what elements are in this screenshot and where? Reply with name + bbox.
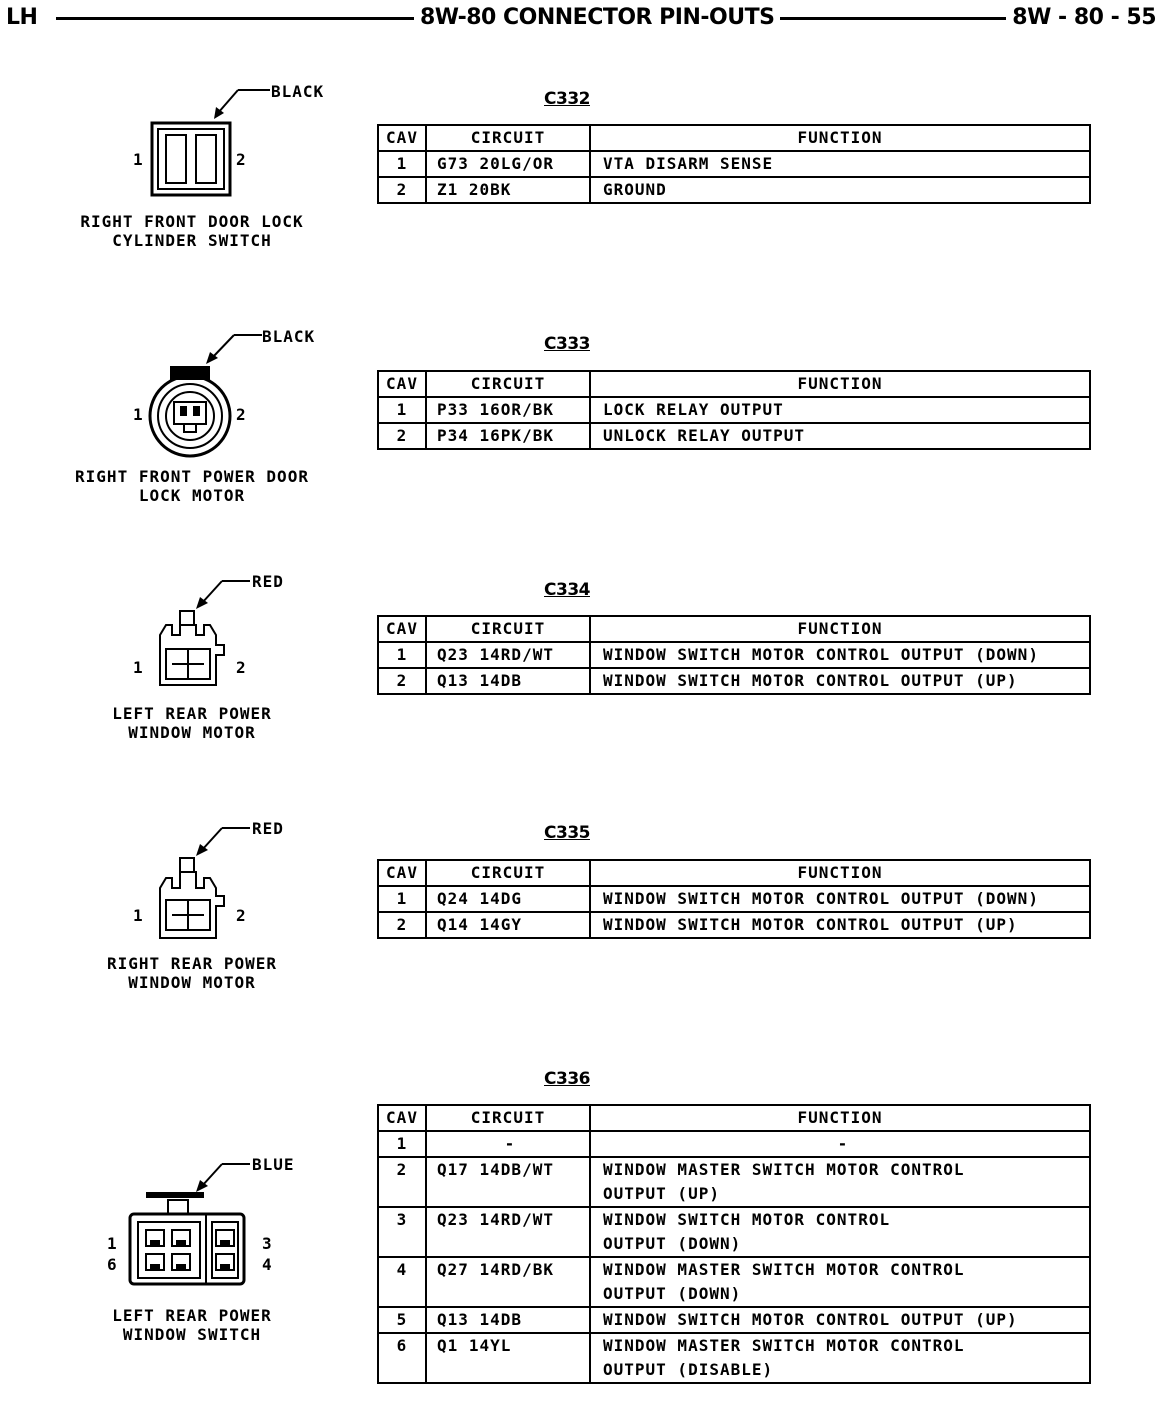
function-cell	[590, 1257, 1090, 1307]
col-function: FUNCTION	[590, 1105, 1090, 1131]
cav-cell: 2	[378, 668, 426, 694]
cav-cell: 1	[378, 642, 426, 668]
connector-color: RED	[252, 572, 284, 591]
table-row	[378, 642, 1090, 668]
function-cell: -	[590, 1131, 1090, 1157]
function-cell: VTA DISARM SENSE	[590, 151, 1090, 177]
col-circuit: CIRCUIT	[426, 371, 590, 397]
cav-cell: 2	[378, 423, 426, 449]
connector-id: C332	[544, 89, 590, 109]
caption-line: RIGHT FRONT DOOR LOCK	[80, 212, 304, 231]
connector-caption	[42, 1306, 342, 1344]
circuit-cell: Q17 14DB/WT	[426, 1157, 590, 1207]
connector-drawing	[140, 330, 270, 455]
function-line: OUTPUT (UP)	[603, 1184, 720, 1203]
page-number: 8W - 80 - 55	[1006, 4, 1156, 32]
table-row	[378, 1157, 1090, 1207]
circuit-cell: Q13 14DB	[426, 668, 590, 694]
pin-label: 2	[236, 658, 246, 677]
table-row	[378, 397, 1090, 423]
caption-line: RIGHT FRONT POWER DOOR	[75, 467, 309, 486]
function-cell: LOCK RELAY OUTPUT	[590, 397, 1090, 423]
table-row	[378, 177, 1090, 203]
connector-color: BLUE	[252, 1155, 295, 1174]
connector-drawing	[130, 85, 270, 200]
connector-id: C333	[544, 334, 590, 354]
pin-label: 1	[133, 150, 143, 169]
caption-line: LOCK MOTOR	[138, 486, 246, 505]
function-cell: WINDOW SWITCH MOTOR CONTROL OUTPUT (UP)	[590, 912, 1090, 938]
caption-line: WINDOW MOTOR	[128, 973, 256, 992]
table-row	[378, 1257, 1090, 1307]
table-row	[378, 886, 1090, 912]
pin-label: 4	[262, 1255, 272, 1274]
caption-line: WINDOW SWITCH	[122, 1325, 262, 1344]
cav-cell: 5	[378, 1307, 426, 1333]
pin-label: 3	[262, 1234, 272, 1253]
connector-caption	[42, 467, 342, 505]
col-function: FUNCTION	[590, 371, 1090, 397]
cav-cell: 3	[378, 1207, 426, 1257]
function-cell: WINDOW SWITCH MOTOR CONTROL OUTPUT (UP)	[590, 668, 1090, 694]
function-line: WINDOW SWITCH MOTOR CONTROL	[603, 1210, 891, 1229]
pin-label: 2	[236, 405, 246, 424]
connector-id: C334	[544, 580, 590, 600]
pinout-table	[377, 124, 1091, 204]
col-circuit: CIRCUIT	[426, 1105, 590, 1131]
page-title: 8W-80 CONNECTOR PIN-OUTS	[414, 4, 780, 32]
circuit-cell: Q14 14GY	[426, 912, 590, 938]
pinout-table	[377, 615, 1091, 695]
caption-line: LEFT REAR POWER	[112, 1306, 272, 1325]
header-rule	[752, 17, 1022, 20]
function-line: OUTPUT (DISABLE)	[603, 1360, 774, 1379]
col-circuit: CIRCUIT	[426, 860, 590, 886]
function-line: OUTPUT (DOWN)	[603, 1234, 742, 1253]
col-circuit: CIRCUIT	[426, 125, 590, 151]
table-row	[378, 423, 1090, 449]
cav-cell: 4	[378, 1257, 426, 1307]
caption-line: RIGHT REAR POWER	[106, 954, 278, 973]
cav-cell: 2	[378, 177, 426, 203]
circuit-cell: Q24 14DG	[426, 886, 590, 912]
col-function: FUNCTION	[590, 125, 1090, 151]
function-cell	[590, 1333, 1090, 1383]
connector-id: C335	[544, 823, 590, 843]
circuit-cell: Q13 14DB	[426, 1307, 590, 1333]
circuit-cell: P34 16PK/BK	[426, 423, 590, 449]
connector-id: C336	[544, 1069, 590, 1089]
connector-color: BLACK	[262, 327, 316, 346]
connector-caption	[42, 954, 342, 992]
function-cell: WINDOW SWITCH MOTOR CONTROL OUTPUT (DOWN)	[590, 886, 1090, 912]
cav-cell: 6	[378, 1333, 426, 1383]
connector-drawing	[128, 1158, 258, 1288]
pin-label: 6	[107, 1255, 117, 1274]
page-header	[6, 4, 1156, 34]
circuit-cell: G73 20LG/OR	[426, 151, 590, 177]
cav-cell: 2	[378, 912, 426, 938]
table-row	[378, 912, 1090, 938]
connector-color: BLACK	[271, 82, 325, 101]
function-line: WINDOW MASTER SWITCH MOTOR CONTROL	[603, 1336, 965, 1355]
table-row	[378, 1307, 1090, 1333]
col-cav: CAV	[378, 616, 426, 642]
col-cav: CAV	[378, 371, 426, 397]
function-cell	[590, 1207, 1090, 1257]
connector-caption	[42, 704, 342, 742]
table-row	[378, 1333, 1090, 1383]
table-row	[378, 1207, 1090, 1257]
caption-line: CYLINDER SWITCH	[112, 231, 272, 250]
table-row	[378, 668, 1090, 694]
circuit-cell: Z1 20BK	[426, 177, 590, 203]
pin-label: 2	[236, 150, 246, 169]
pin-label: 2	[236, 906, 246, 925]
circuit-cell: Q1 14YL	[426, 1333, 590, 1383]
pin-label: 1	[133, 405, 143, 424]
col-circuit: CIRCUIT	[426, 616, 590, 642]
col-function: FUNCTION	[590, 860, 1090, 886]
circuit-cell: Q23 14RD/WT	[426, 1207, 590, 1257]
connector-caption	[42, 212, 342, 250]
connector-color: RED	[252, 819, 284, 838]
circuit-cell: P33 16OR/BK	[426, 397, 590, 423]
cav-cell: 2	[378, 1157, 426, 1207]
header-rule	[56, 17, 416, 20]
function-cell: WINDOW SWITCH MOTOR CONTROL OUTPUT (DOWN)	[590, 642, 1090, 668]
function-cell: WINDOW SWITCH MOTOR CONTROL OUTPUT (UP)	[590, 1307, 1090, 1333]
cav-cell: 1	[378, 886, 426, 912]
caption-line: WINDOW MOTOR	[128, 723, 256, 742]
table-row	[378, 1131, 1090, 1157]
pin-label: 1	[133, 658, 143, 677]
pin-label: 1	[107, 1234, 117, 1253]
pinout-table	[377, 859, 1091, 939]
circuit-cell: -	[426, 1131, 590, 1157]
connector-drawing	[150, 575, 255, 695]
function-line: WINDOW MASTER SWITCH MOTOR CONTROL	[603, 1160, 965, 1179]
function-cell: UNLOCK RELAY OUTPUT	[590, 423, 1090, 449]
caption-line: LEFT REAR POWER	[112, 704, 272, 723]
function-line: OUTPUT (DOWN)	[603, 1284, 742, 1303]
cav-cell: 1	[378, 397, 426, 423]
col-cav: CAV	[378, 860, 426, 886]
cav-cell: 1	[378, 1131, 426, 1157]
function-cell: GROUND	[590, 177, 1090, 203]
table-row	[378, 151, 1090, 177]
circuit-cell: Q27 14RD/BK	[426, 1257, 590, 1307]
cav-cell: 1	[378, 151, 426, 177]
pin-label: 1	[133, 906, 143, 925]
pinout-table	[377, 370, 1091, 450]
col-cav: CAV	[378, 125, 426, 151]
function-line: WINDOW MASTER SWITCH MOTOR CONTROL	[603, 1260, 965, 1279]
col-function: FUNCTION	[590, 616, 1090, 642]
function-cell	[590, 1157, 1090, 1207]
circuit-cell: Q23 14RD/WT	[426, 642, 590, 668]
col-cav: CAV	[378, 1105, 426, 1131]
pinout-table	[377, 1104, 1091, 1384]
section-label: LH	[6, 4, 43, 32]
